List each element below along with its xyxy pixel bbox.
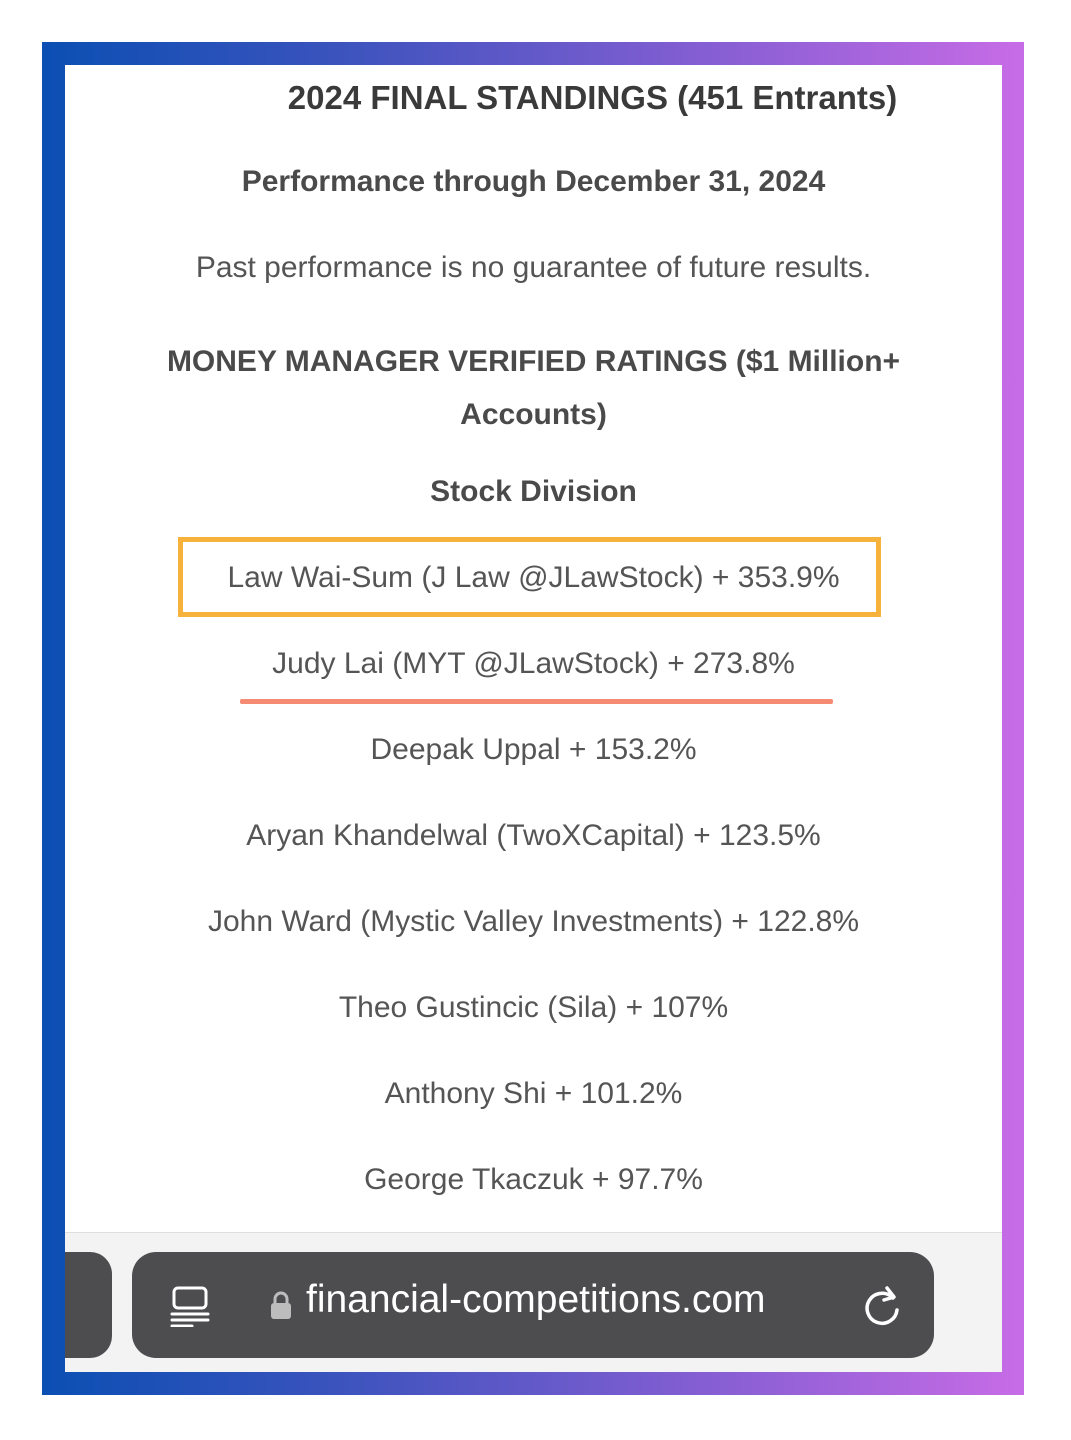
- standings-entry-2: Judy Lai (MYT @JLawStock) + 273.8%: [272, 647, 795, 680]
- standings-entry-7: Anthony Shi + 101.2%: [384, 1077, 683, 1110]
- url-text[interactable]: financial-competitions.com: [306, 1278, 766, 1321]
- address-bar[interactable]: [132, 1252, 934, 1358]
- standings-entry-6: Theo Gustincic (Sila) + 107%: [338, 991, 729, 1024]
- disclaimer-text: Past performance is no guarantee of future results.: [195, 251, 872, 284]
- reload-icon[interactable]: [860, 1284, 904, 1328]
- ratings-heading: MONEY MANAGER VERIFIED RATINGS ($1 Million+ Accounts): [166, 345, 901, 431]
- previous-tab-button[interactable]: [65, 1252, 112, 1358]
- phone-screen: [65, 65, 1002, 1372]
- highlight-underline: [240, 699, 833, 704]
- page-title: 2024 FINAL STANDINGS (451 Entrants): [287, 79, 898, 116]
- standings-entry-8: George Tkaczuk + 97.7%: [364, 1163, 703, 1196]
- standings-entry-4: Aryan Khandelwal (TwoXCapital) + 123.5%: [246, 819, 821, 852]
- reader-mode-icon[interactable]: [170, 1285, 210, 1327]
- standings-entry-5: John Ward (Mystic Valley Investments) + 122.8%: [207, 905, 860, 938]
- standings-entry-1: Law Wai-Sum (J Law @JLawStock) + 353.9%: [227, 561, 840, 594]
- lock-icon: [270, 1290, 292, 1320]
- division-heading: Stock Division: [430, 475, 637, 508]
- standings-entry-3: Deepak Uppal + 153.2%: [370, 733, 697, 766]
- performance-subtitle: Performance through December 31, 2024: [241, 165, 826, 198]
